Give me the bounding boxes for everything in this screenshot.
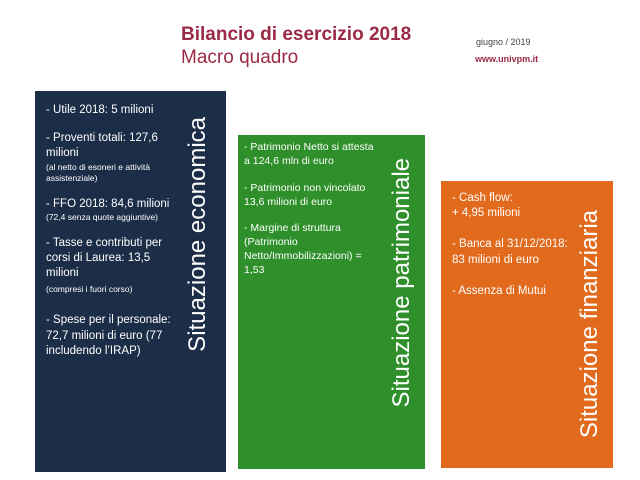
economica-item-text: - Utile 2018: 5 milioni bbox=[46, 104, 154, 116]
economica-item bbox=[46, 313, 182, 359]
finanziaria-item: - Banca al 31/12/2018: 83 milioni di euro bbox=[452, 238, 568, 266]
patrimoniale-item: - Patrimonio non vincolato 13,6 milioni di euro bbox=[244, 181, 366, 208]
economica-item bbox=[46, 103, 182, 118]
patrimoniale-item: - Margine di struttura (Patrimonio Netto/Immobilizzazioni) = 1,53 bbox=[244, 222, 362, 277]
economica-item bbox=[46, 197, 182, 223]
economica-item-note: (compresi i fuori corso) bbox=[46, 284, 133, 295]
slide-title: Bilancio di esercizio 2018 bbox=[181, 24, 412, 45]
site-link[interactable]: www.univpm.it bbox=[475, 54, 539, 64]
economica-item bbox=[46, 131, 182, 183]
patrimoniale-list bbox=[244, 141, 382, 291]
economica-title: Situazione economica bbox=[184, 117, 211, 352]
finanziaria-list bbox=[452, 191, 572, 315]
economica-item bbox=[46, 236, 182, 296]
patrimoniale-item: - Patrimonio Netto si attesta a 124,6 mln di euro bbox=[244, 141, 374, 167]
slide-subtitle: Macro quadro bbox=[181, 47, 299, 68]
finanziaria-item: - Cash flow: + 4,95 milioni bbox=[452, 192, 521, 220]
economica-item-note: (72,4 senza quote aggiuntive) bbox=[46, 211, 158, 222]
patrimoniale-title: Situazione patrimoniale bbox=[388, 157, 415, 407]
economica-panel bbox=[35, 91, 226, 472]
finanziaria-panel bbox=[441, 181, 613, 468]
economica-list bbox=[46, 103, 182, 372]
finanziaria-title: Situazione finanziaria bbox=[576, 209, 603, 438]
slide-date: giugno / 2019 bbox=[476, 37, 531, 47]
economica-item-note: (al netto di esoneri e attività assistenziale) bbox=[46, 161, 150, 183]
economica-item-text: - FFO 2018: 84,6 milioni bbox=[46, 197, 170, 210]
economica-item-text: - Proventi totali: 127,6 milioni bbox=[46, 132, 158, 160]
patrimoniale-panel bbox=[238, 135, 425, 469]
economica-item-text: - Tasse e contributi per corsi di Laurea: 13,5 milioni bbox=[46, 236, 163, 280]
finanziaria-item: - Assenza di Mutui bbox=[452, 284, 546, 297]
economica-item-text: - Spese per il personale: 72,7 milioni di euro (77 includendo l’IRAP) bbox=[46, 314, 171, 357]
